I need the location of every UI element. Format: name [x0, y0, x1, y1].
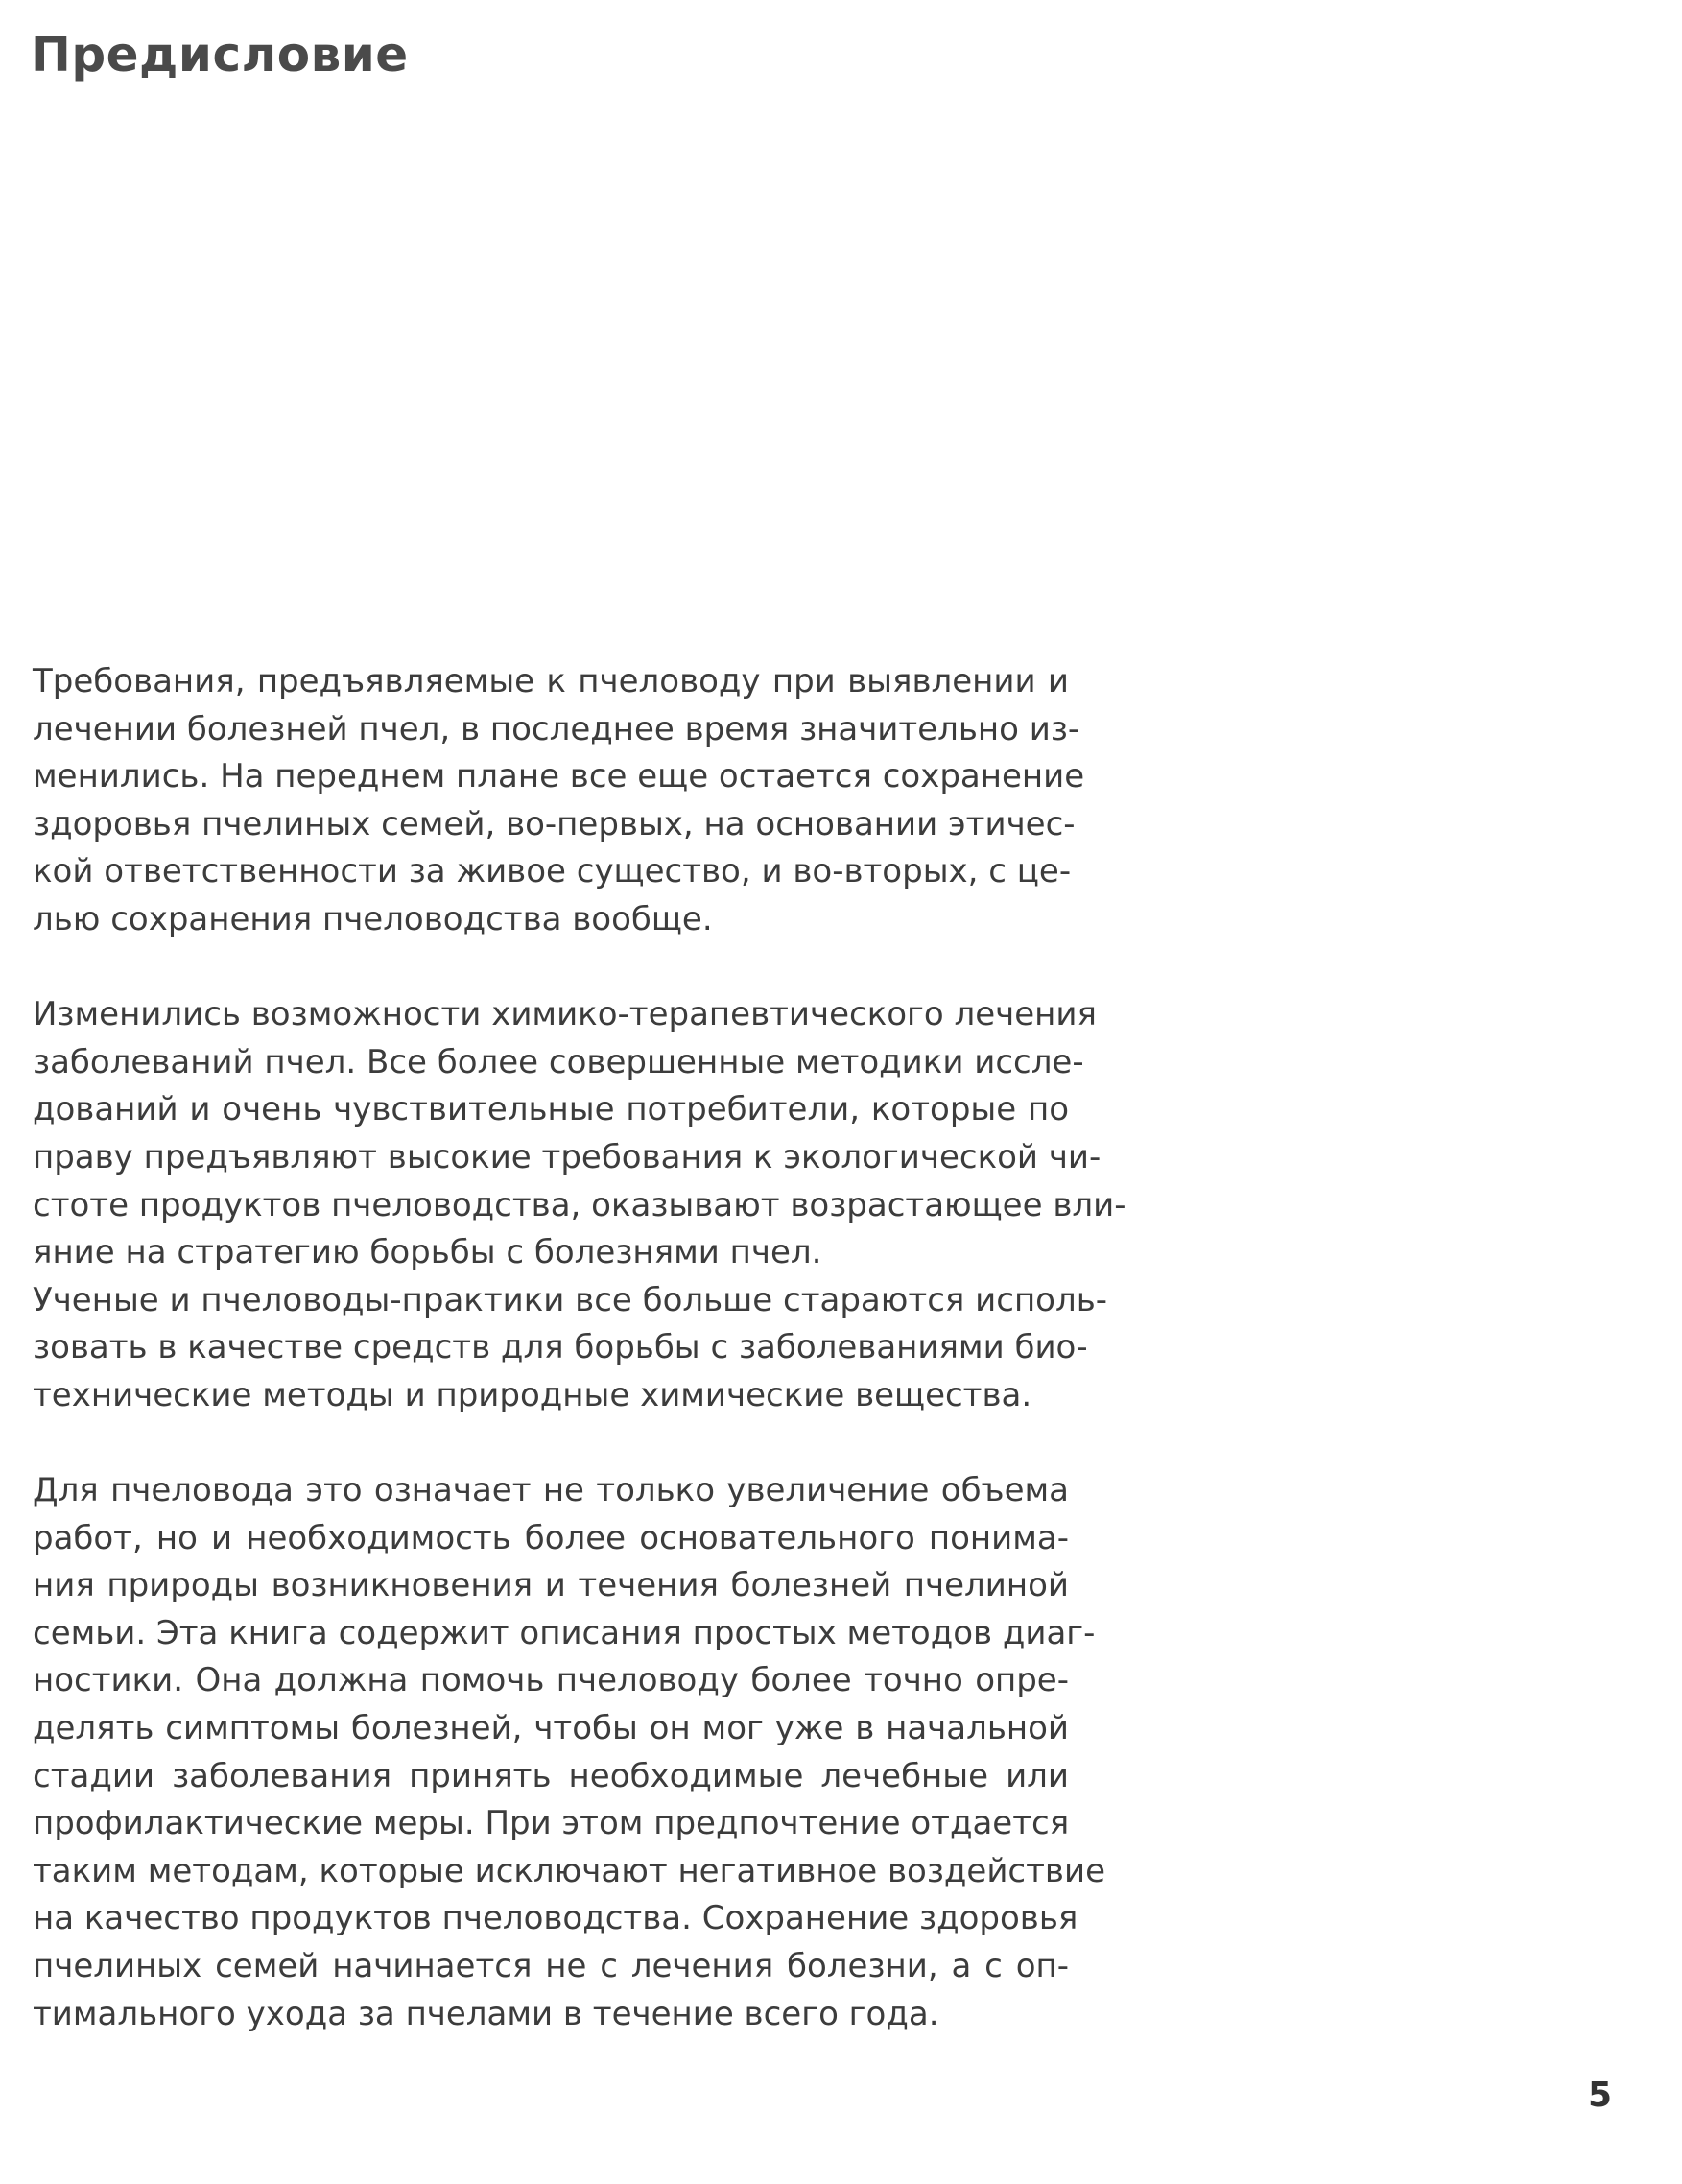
text-line: лью сохранения пчеловодства вообще.: [33, 899, 713, 938]
text-line: делять симптомы болезней, чтобы он мог уже в начальной: [33, 1709, 1069, 1748]
text-line: тимального ухода за пчелами в течение всего года.: [33, 1994, 939, 2033]
text-line: яние на стратегию борьбы с болезнями пчел.: [33, 1233, 822, 1272]
paragraph-1: [33, 658, 1085, 944]
text-line: пчелиных семей начинается не с лечения болезни, а с оп-: [33, 1947, 1069, 1986]
text-line: стадии заболевания принять необходимые лечебные или: [33, 1756, 1069, 1795]
paragraph-3: [33, 1277, 1108, 1420]
text-line: кой ответственности за живое существо, и во-вторых, с це-: [33, 852, 1072, 891]
text-line: лечении болезней пчел, в последнее время значительно из-: [33, 709, 1080, 748]
text-line: стоте продуктов пчеловодства, оказывают возрастающее вли-: [33, 1185, 1126, 1224]
text-line: таким методам, которые исключают негативное воздействие: [33, 1851, 1105, 1890]
text-line: дований и очень чувствительные потребители, которые по: [33, 1090, 1069, 1129]
text-line: технические методы и природные химические вещества.: [33, 1375, 1032, 1414]
text-line: семьи. Эта книга содержит описания простых методов диаг-: [33, 1613, 1096, 1652]
text-line: праву предъявляют высокие требования к экологической чи-: [33, 1137, 1102, 1176]
text-line: Для пчеловода это означает не только увеличение объема: [33, 1471, 1069, 1510]
page-number: 5: [1588, 2076, 1613, 2115]
text-line: Изменились возможности химико-терапевтического лечения: [33, 995, 1097, 1034]
text-line: зовать в качестве средств для борьбы с заболеваниями био-: [33, 1328, 1088, 1367]
paragraph-2: [33, 991, 1126, 1277]
text-line: Ученые и пчеловоды-практики все больше стараются исполь-: [33, 1280, 1108, 1319]
text-line: ностики. Она должна помочь пчеловоду более точно опре-: [33, 1661, 1069, 1700]
page-title: Предисловие: [31, 27, 409, 83]
paragraph-4: [33, 1467, 1105, 2038]
text-line: здоровья пчелиных семей, во-первых, на основании этичес-: [33, 804, 1076, 843]
text-line: профилактические меры. При этом предпочтение отдается: [33, 1804, 1070, 1843]
text-line: Требования, предъявляемые к пчеловоду при выявлении и: [33, 662, 1069, 700]
text-line: на качество продуктов пчеловодства. Сохранение здоровья: [33, 1899, 1078, 1938]
text-line: ния природы возникновения и течения болезней пчелиной: [33, 1566, 1069, 1605]
body-text: [33, 658, 1126, 2038]
text-line: работ, но и необходимость более основательного понима-: [33, 1518, 1069, 1557]
text-line: заболеваний пчел. Все более совершенные методики иссле-: [33, 1042, 1084, 1081]
text-line: менились. На переднем плане все еще остается сохранение: [33, 757, 1085, 796]
